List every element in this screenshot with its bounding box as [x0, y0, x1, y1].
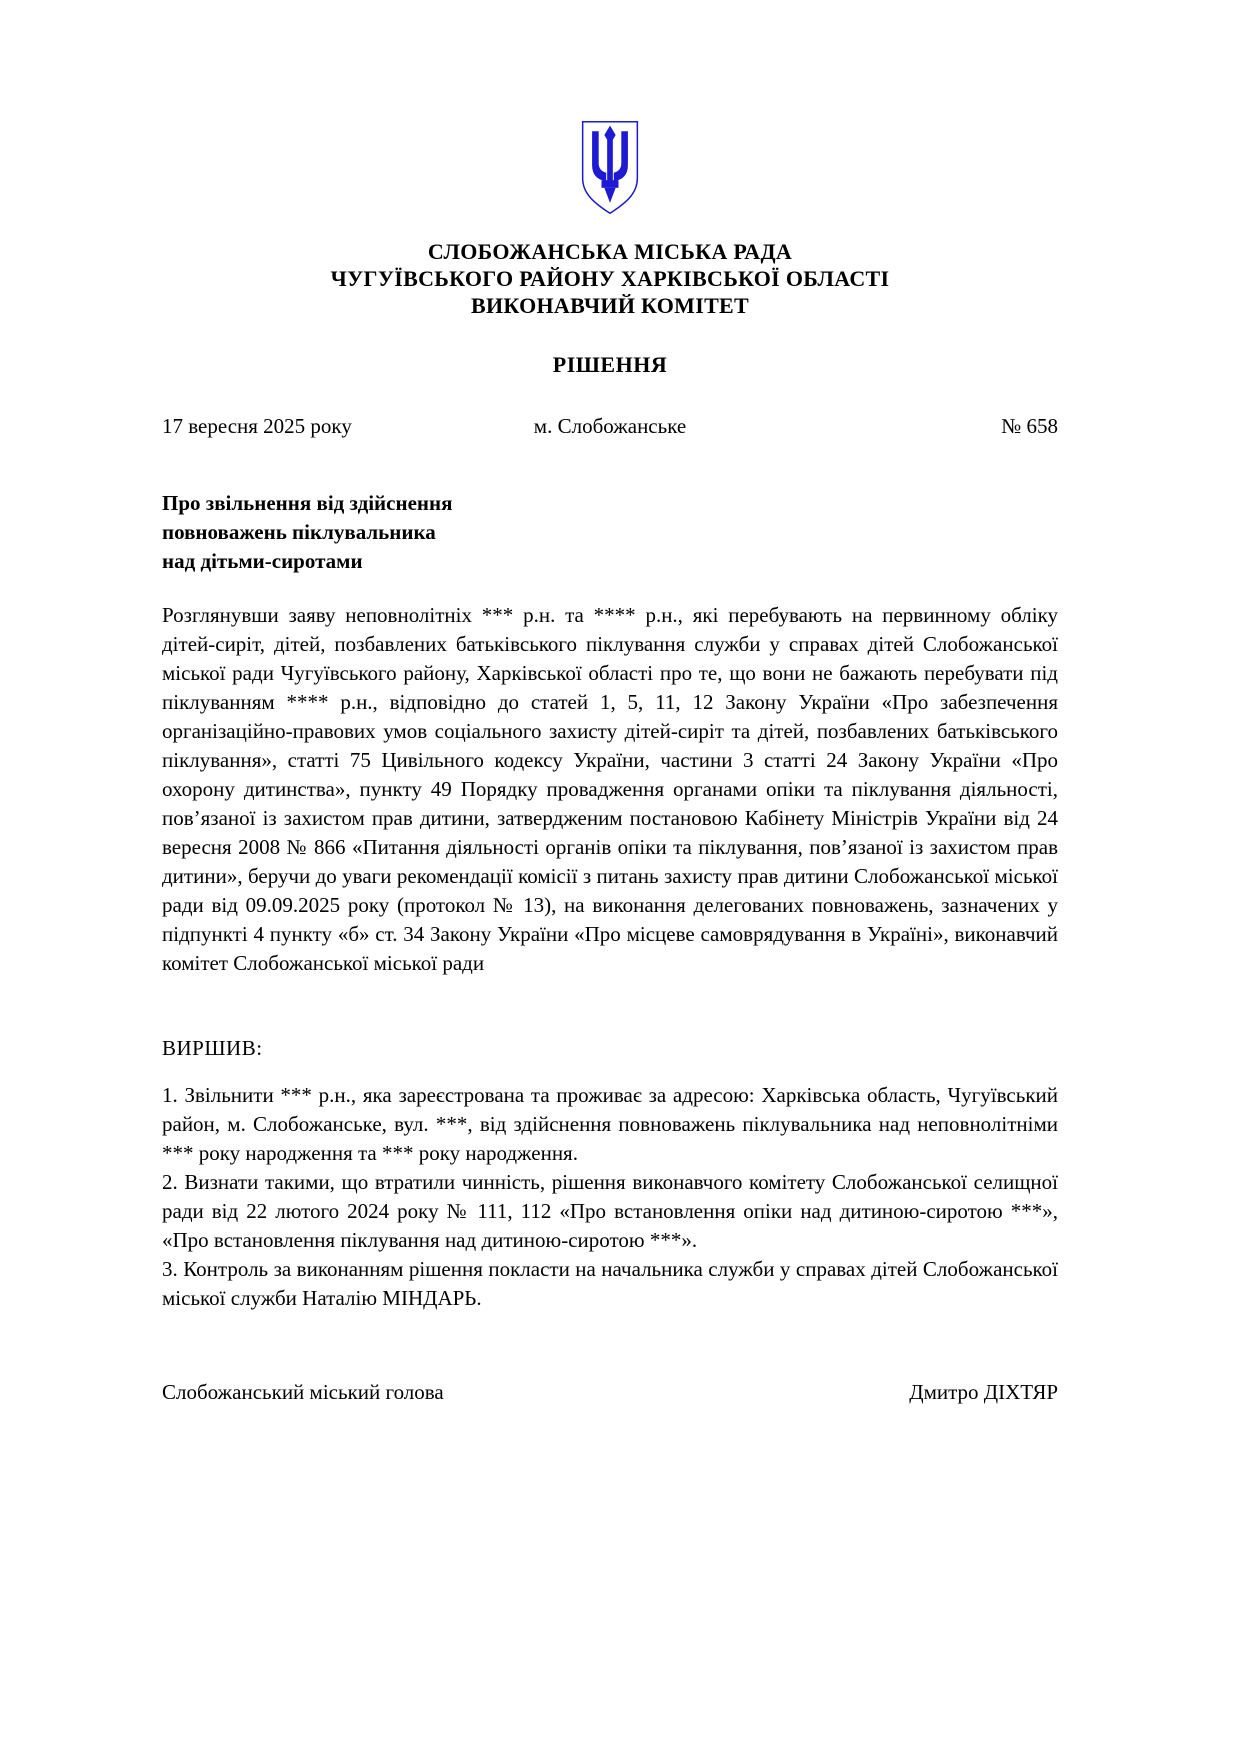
- signature-position: Слобожанський міський голова: [162, 1380, 444, 1404]
- org-name-line-1: СЛОБОЖАНСЬКА МІСЬКА РАДА: [427, 239, 793, 264]
- tryzub-icon: [577, 118, 643, 218]
- document-meta-row: [162, 414, 1058, 442]
- subject-block: [162, 489, 682, 576]
- org-name-line-2: ЧУГУЇВСЬКОГО РАЙОНУ ХАРКІВСЬКОЇ ОБЛАСТІ: [330, 266, 890, 291]
- decision-item-1: 1. Звільнити *** р.н., яка зареєстрована та проживає за адресою: Харківська область, Чугуївський район, м. Слобожанське, вул. ***, від здійснення повноважень піклувальника над неповнолітніми *** року народження та *** року народження.: [162, 1083, 1058, 1165]
- resolved-label: ВИРШИВ:: [162, 1036, 263, 1060]
- document-type-title: РІШЕННЯ: [552, 352, 668, 377]
- emblem-container: [162, 118, 1058, 218]
- issuer-block: [162, 238, 1058, 319]
- preamble-paragraph: Розглянувши заяву неповнолітніх *** р.н. та **** р.н., які перебувають на первинному обліку дітей-сиріт, дітей, позбавлених батьківського піклування служби у справах дітей Слобожанської міської ради Чугуївського району, Харківської області про те, що вони не бажають перебувати під піклуванням **** р.н., відповідно до статей 1, 5, 11, 12 Закону України «Про забезпечення організаційно-правових умов соціального захисту дітей-сиріт та дітей, позбавлених батьківського піклування», статті 75 Цивільного кодексу України, частини 3 статті 24 Закону України «Про охорону дитинства», пункту 49 Порядку провадження органами опіки та піклування діяльності, пов’язаної із захистом прав дитини, затвердженим постановою Кабінету Міністрів України від 24 вересня 2008 № 866 «Питання діяльності органів опіки та піклування, пов’язаної із захистом прав дитини», беручи до уваги рекомендації комісії з питань захисту прав дитини Слобожанської міської ради від 09.09.2025 року (протокол № 13), на виконання делегованих повноважень, зазначених у підпункті 4 пункту «б» ст. 34 Закону України «Про місцеве самоврядування в Україні», виконавчий комітет Слобожанської міської ради: [162, 603, 1058, 975]
- document-date: 17 вересня 2025 року: [162, 414, 352, 438]
- subject-line-1: Про звільнення від здійснення: [162, 491, 453, 515]
- signature-name: Дмитро ДІХТЯР: [909, 1380, 1058, 1404]
- decision-items: [162, 1081, 1058, 1313]
- document-place: м. Слобожанське: [533, 414, 687, 438]
- org-name-line-3: ВИКОНАВЧИЙ КОМІТЕТ: [470, 293, 749, 318]
- subject-line-2: повноважень піклувальника: [162, 520, 436, 544]
- decision-item-3: 3. Контроль за виконанням рішення покласти на начальника служби у справах дітей Слобожанської міської служби Наталію МІНДАРЬ.: [162, 1257, 1058, 1310]
- document-content: [162, 0, 1058, 1754]
- subject-line-3: над дітьми-сиротами: [162, 549, 363, 573]
- document-number: № 658: [1001, 414, 1058, 438]
- signature-row: [162, 1380, 1058, 1405]
- decision-item-2: 2. Визнати такими, що втратили чинність, рішення виконавчого комітету Слобожанської селищної ради від 22 лютого 2024 року № 111, 112 «Про встановлення опіки над дитиною-сиротою ***», «Про встановлення піклування над дитиною-сиротою ***».: [162, 1170, 1058, 1252]
